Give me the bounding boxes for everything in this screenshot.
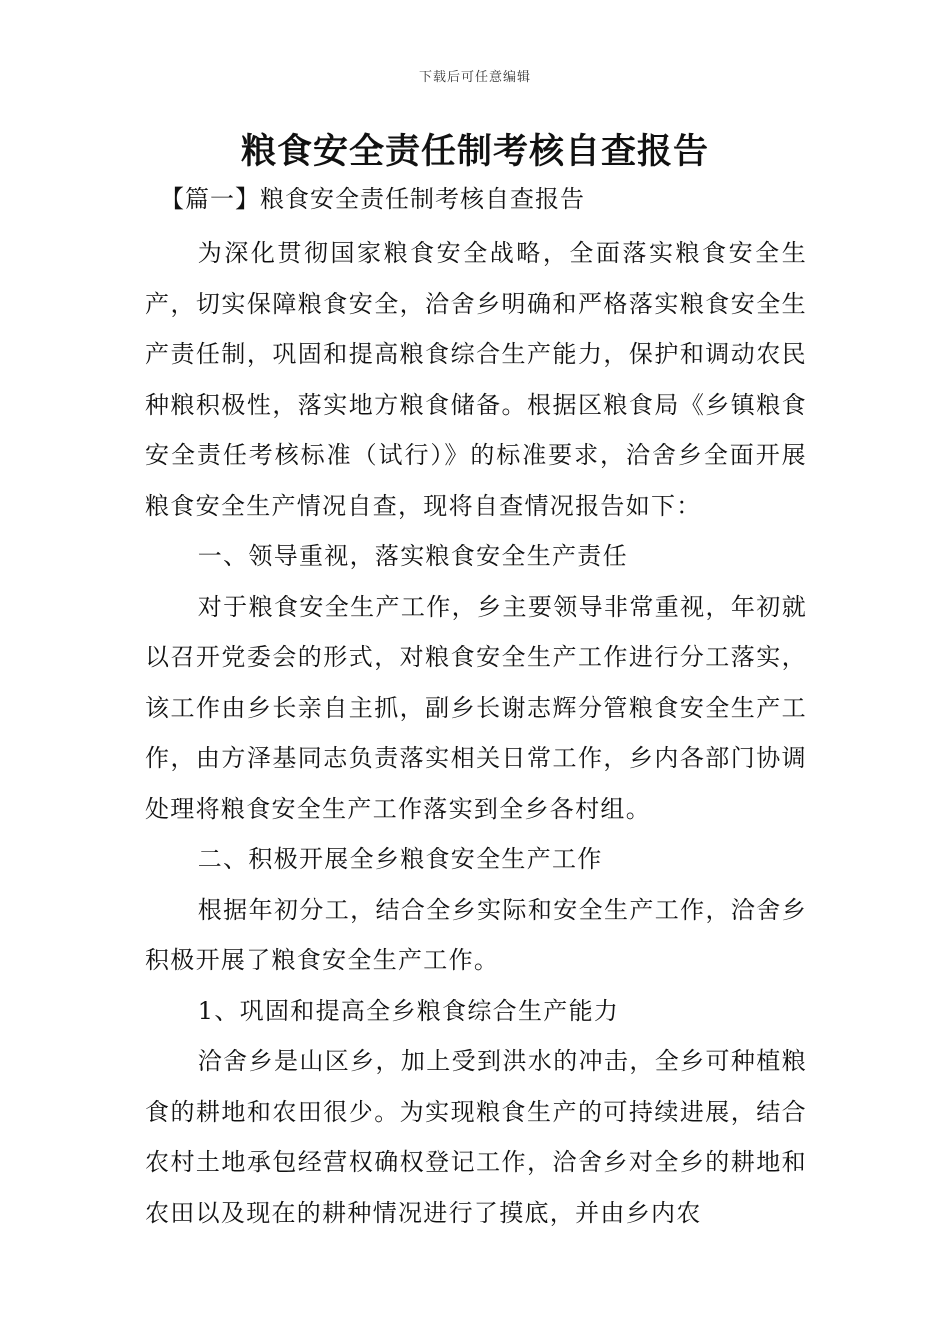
document-title: 粮食安全责任制考核自查报告	[240, 132, 709, 172]
section-1-paragraph: 对于粮食安全生产工作，乡主要领导非常重视，年初就以召开党委会的形式，对粮食安全生产工作进行分工落实，该工作由乡长亲自主抓，副乡长谢志辉分管粮食安全生产工作，由方泽基同志负责落实相关日常工作，乡内各部门协调处理将粮食安全生产工作落实到全乡各村组。	[145, 592, 807, 823]
subsection-heading-1: 1、巩固和提高全乡粮食综合生产能力	[197, 996, 620, 1025]
header-note: 下载后可任意编辑	[418, 70, 531, 85]
section-heading-2: 二、积极开展全乡粮食安全生产工作	[197, 845, 603, 873]
section-heading-1: 一、领导重视，落实粮食安全生产责任	[197, 542, 628, 570]
document-subtitle: 【篇一】粮食安全责任制考核自查报告	[160, 185, 585, 213]
document-body	[145, 228, 807, 1238]
subsection-1-paragraph: 洽舍乡是山区乡，加上受到洪水的冲击，全乡可种植粮食的耕地和农田很少。为实现粮食生产的可持续进展，结合农村土地承包经营权确权登记工作，洽舍乡对全乡的耕地和农田以及现在的耕种情况进行了摸底，并由乡内农	[145, 1047, 807, 1227]
intro-paragraph: 为深化贯彻国家粮食安全战略，全面落实粮食安全生产，切实保障粮食安全，洽舍乡明确和严格落实粮食安全生产责任制，巩固和提高粮食综合生产能力，保护和调动农民种粮积极性，落实地方粮食储备。根据区粮食局《乡镇粮食安全责任考核标准（试行）》的标准要求，洽舍乡全面开展粮食安全生产情况自查，现将自查情况报告如下：	[145, 239, 807, 520]
section-2-paragraph: 根据年初分工，结合全乡实际和安全生产工作，洽舍乡积极开展了粮食安全生产工作。	[145, 895, 807, 974]
